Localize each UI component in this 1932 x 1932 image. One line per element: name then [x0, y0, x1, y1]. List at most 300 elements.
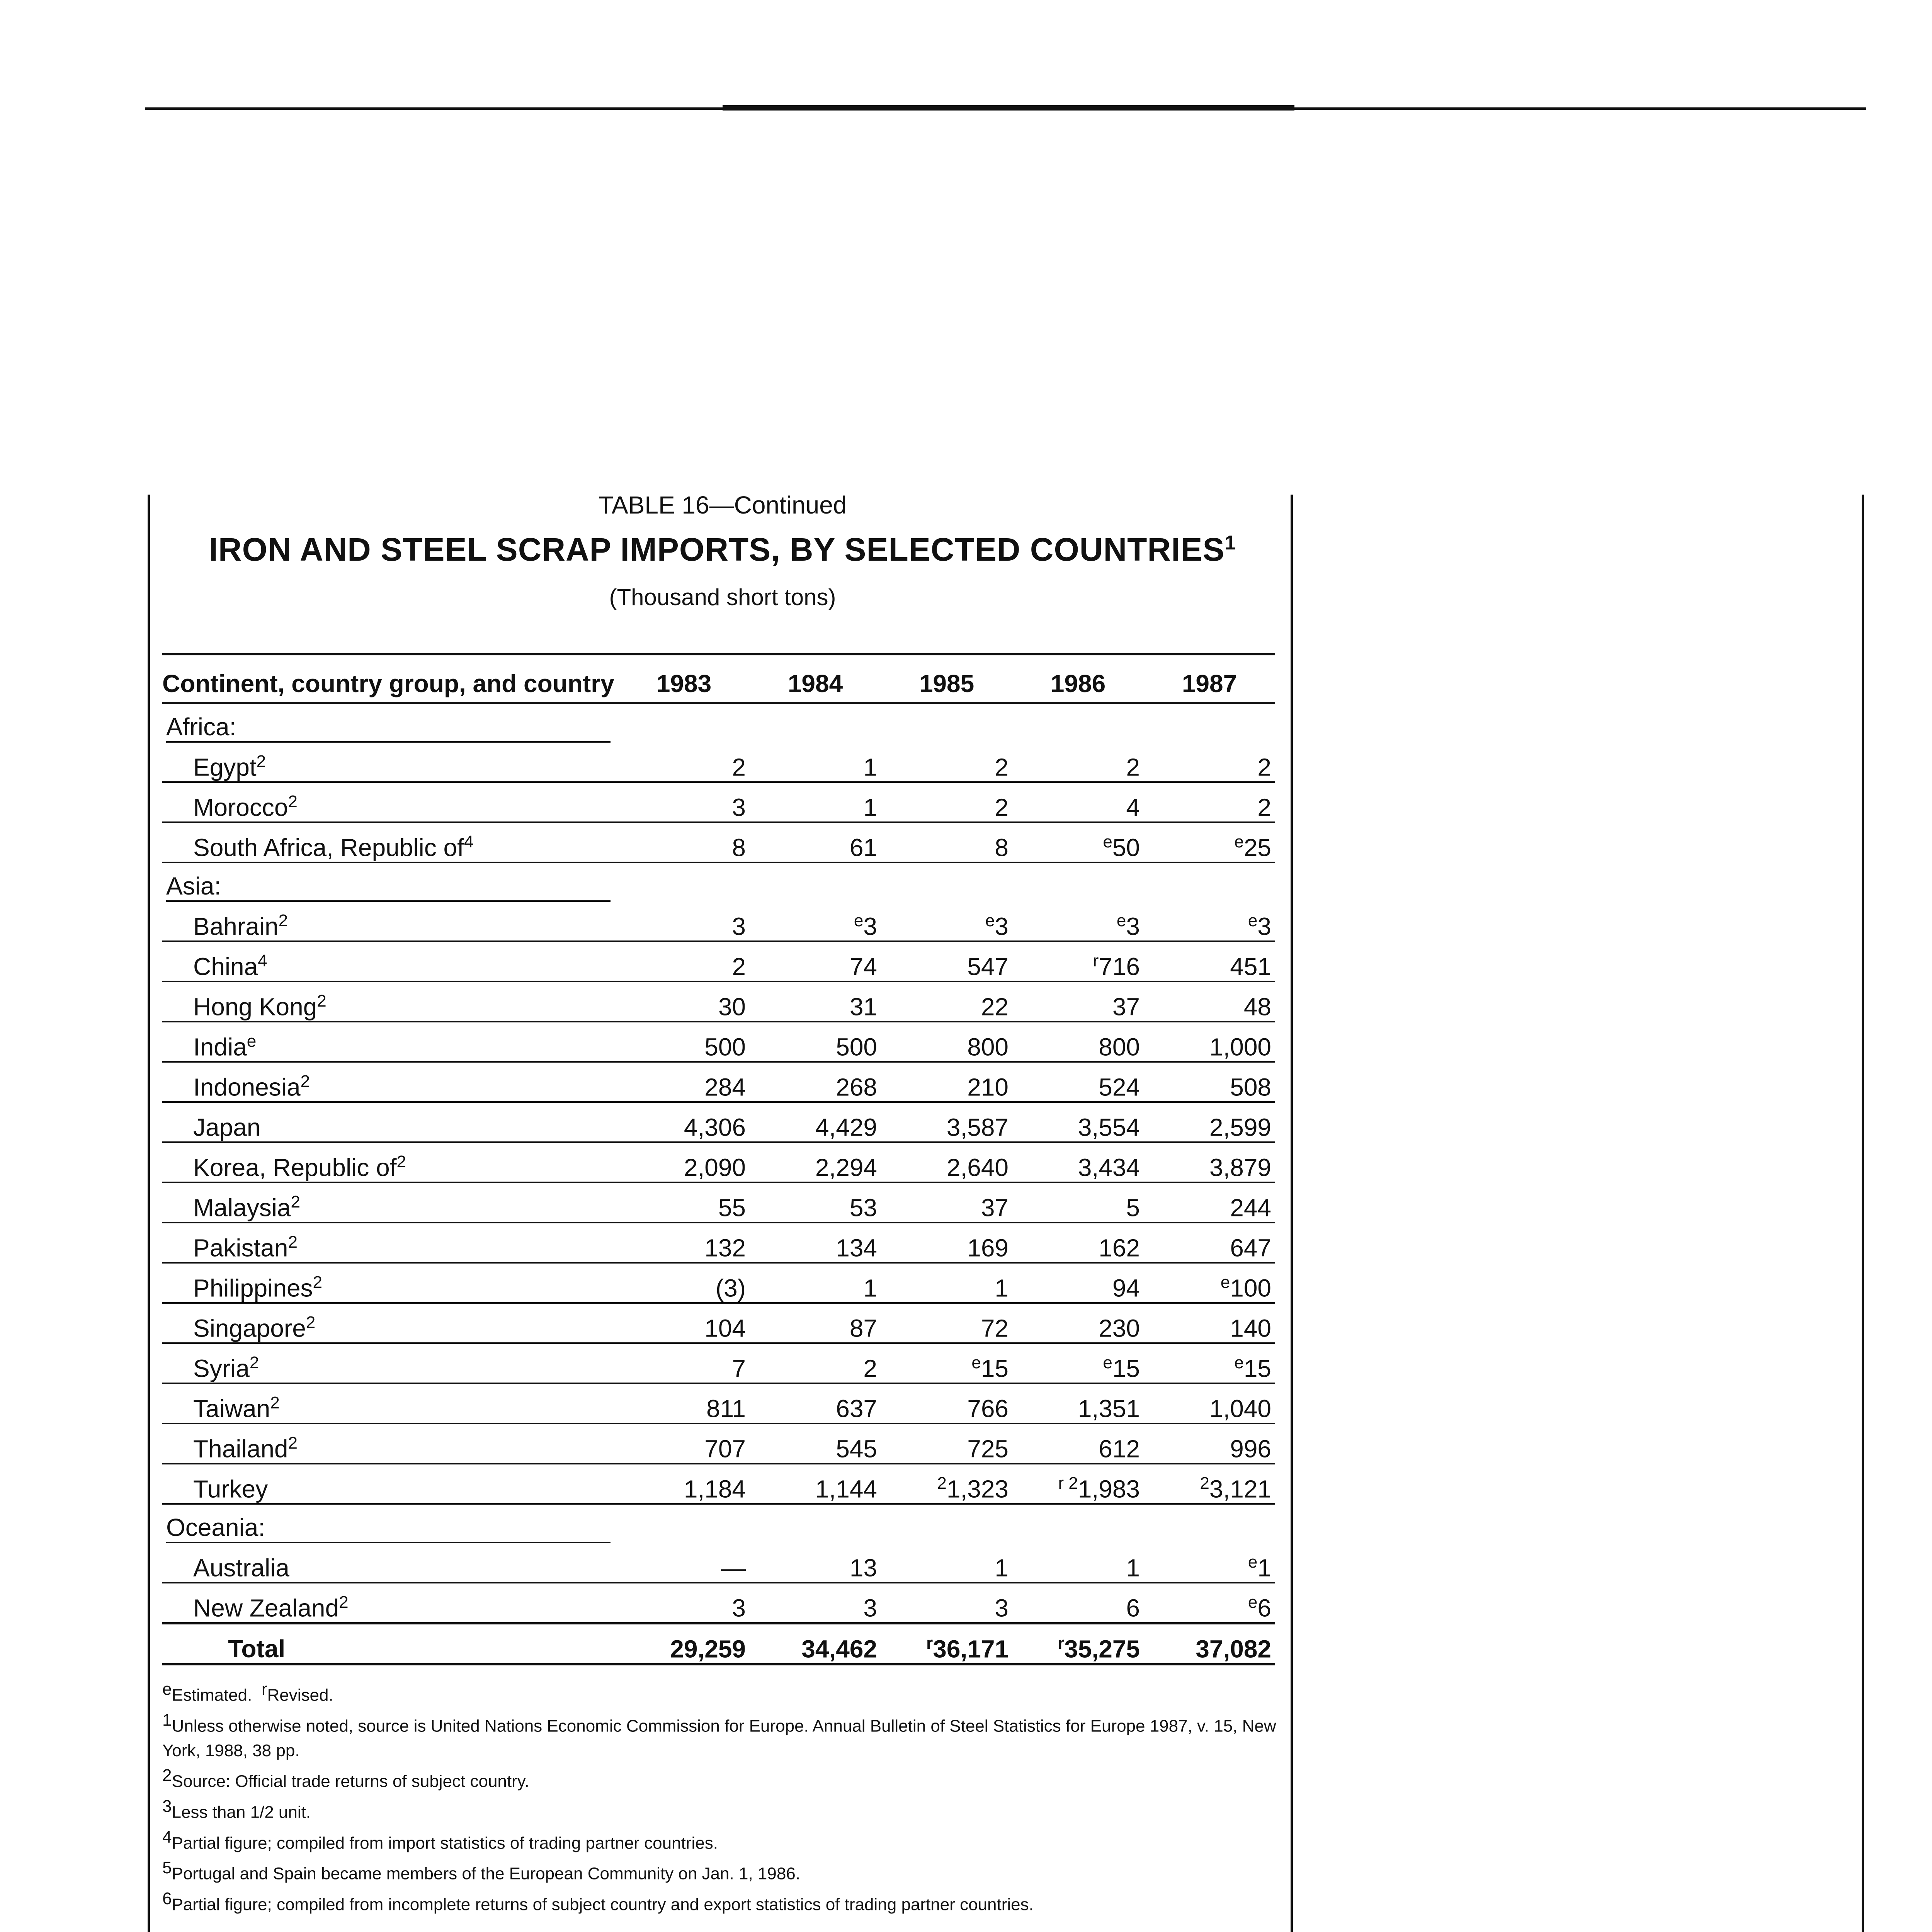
value-cell [1012, 941, 1144, 981]
value-cell [1012, 1423, 1144, 1464]
footnote-text: Source: Official trade returns of subject country. [172, 1772, 529, 1791]
footnote-mark: e [162, 1680, 172, 1699]
footnote-mark: 2 [162, 1766, 172, 1785]
value-cell [618, 981, 750, 1022]
cell-value: 8 [995, 833, 1009, 861]
value-cell [1144, 1022, 1275, 1062]
value-cell [1144, 981, 1275, 1022]
cell-value: 37 [1112, 993, 1140, 1020]
value-cell [750, 981, 881, 1022]
cell-value: 1,323 [946, 1475, 1009, 1503]
value-cell [1144, 1182, 1275, 1223]
cell-value: 1 [1126, 1554, 1140, 1582]
value-cell [618, 1263, 750, 1303]
table-unit: (Thousand short tons) [609, 584, 836, 610]
value-cell [1144, 1423, 1275, 1464]
cell-value: 3 [1126, 912, 1140, 940]
value-cell [618, 1464, 750, 1504]
footnote-text: Unless otherwise noted, source is United Nations Economic Commission for Europe. Annual Bulletin of Steel Statistics for Europe 1987, v. 15, New York, 1988, 38 pp. [162, 1716, 1276, 1760]
country-name: Syria [193, 1354, 250, 1382]
cell-note: e [1248, 1592, 1258, 1612]
cell-value: 22 [981, 993, 1009, 1020]
country-name: Hong Kong [193, 993, 317, 1020]
country-note: 2 [300, 1071, 310, 1091]
value-cell [881, 1102, 1012, 1142]
cell-value: 34,462 [801, 1635, 877, 1663]
cell-value: 3,121 [1209, 1475, 1271, 1503]
cell-value: 1,000 [1209, 1033, 1271, 1061]
table-row [162, 782, 1275, 822]
cell-value: 612 [1099, 1435, 1140, 1463]
value-cell [618, 1223, 750, 1263]
value-cell [881, 1062, 1012, 1102]
value-cell [750, 1142, 881, 1182]
header-row [162, 654, 1275, 703]
cell-value: 162 [1099, 1234, 1140, 1262]
value-cell [750, 1022, 881, 1062]
value-cell [750, 1263, 881, 1303]
cell-value: 1 [995, 1274, 1009, 1302]
cell-value: 3,554 [1078, 1113, 1140, 1141]
value-cell [750, 902, 881, 941]
cell-note: e [854, 911, 864, 930]
cell-value: 35,275 [1064, 1635, 1140, 1663]
value-cell [1012, 743, 1144, 782]
value-cell [618, 782, 750, 822]
table-row [162, 822, 1275, 862]
cell-value: 2,090 [684, 1153, 746, 1181]
value-cell [618, 743, 750, 782]
value-cell [750, 1182, 881, 1223]
value-cell [881, 822, 1012, 862]
value-cell [1012, 1062, 1144, 1102]
value-cell [881, 1423, 1012, 1464]
cell-value: 2 [1257, 793, 1271, 821]
table-row [162, 1583, 1275, 1623]
value-cell [881, 1182, 1012, 1223]
cell-value: 2,599 [1209, 1113, 1271, 1141]
country-cell [162, 1062, 618, 1102]
cell-value: 811 [706, 1395, 746, 1422]
cell-value: 210 [967, 1073, 1009, 1101]
country-cell [162, 822, 618, 862]
cell-value: 725 [967, 1435, 1009, 1463]
cell-value: 268 [836, 1073, 877, 1101]
cell-value: 169 [967, 1234, 1009, 1262]
value-cell [1144, 1543, 1275, 1583]
country-name: Taiwan [193, 1395, 270, 1422]
cell-value: 37,082 [1196, 1635, 1271, 1663]
footnote [162, 1825, 1283, 1856]
table-row [162, 1383, 1275, 1423]
value-cell [618, 1543, 750, 1583]
country-note: 2 [288, 1232, 298, 1252]
total-label: Total [162, 1623, 618, 1664]
table-caption: TABLE 16—Continued [598, 491, 847, 519]
table-row [162, 1423, 1275, 1464]
cell-value: 2 [995, 753, 1009, 781]
cell-value: 1,040 [1209, 1395, 1271, 1422]
cell-note: e [1103, 832, 1112, 851]
value-cell [881, 1303, 1012, 1343]
country-note: 2 [306, 1313, 316, 1332]
cell-value: 500 [704, 1033, 746, 1061]
cell-value: 1 [863, 793, 877, 821]
value-cell [1012, 1263, 1144, 1303]
value-cell [881, 743, 1012, 782]
table-row [162, 1543, 1275, 1583]
table-row [162, 981, 1275, 1022]
value-cell [618, 1423, 750, 1464]
country-cell [162, 1182, 618, 1223]
country-cell [162, 902, 618, 941]
footnote [162, 1855, 1283, 1886]
cell-value: 55 [718, 1194, 746, 1221]
table-row [162, 941, 1275, 981]
cell-value: 6 [1257, 1594, 1271, 1622]
value-cell [750, 1303, 881, 1343]
group-row [162, 703, 1275, 743]
value-cell [881, 1543, 1012, 1583]
footnote-mark: 5 [162, 1858, 172, 1878]
table-row [162, 1062, 1275, 1102]
cell-value: 800 [967, 1033, 1009, 1061]
cell-value: 4,306 [684, 1113, 746, 1141]
top-rule-thick [723, 105, 1294, 111]
cell-value: 31 [849, 993, 877, 1020]
cell-value: 545 [836, 1435, 877, 1463]
cell-note: e [1248, 1552, 1258, 1571]
country-name: Japan [193, 1113, 261, 1141]
cell-value: 3,879 [1209, 1153, 1271, 1181]
cell-value: 284 [704, 1073, 746, 1101]
group-row [162, 1504, 1275, 1543]
country-name: South Africa, Republic of [193, 833, 464, 861]
value-cell [881, 1263, 1012, 1303]
table-body [162, 703, 1275, 1664]
country-note: 2 [278, 911, 288, 930]
cell-value: 8 [732, 833, 746, 861]
value-cell [1012, 1464, 1144, 1504]
table-row [162, 1343, 1275, 1383]
cell-value: 2 [732, 753, 746, 781]
country-note: 2 [288, 792, 298, 811]
cell-value: 15 [1112, 1354, 1140, 1382]
value-cell [750, 1223, 881, 1263]
value-cell [1144, 1142, 1275, 1182]
country-note: 2 [317, 991, 327, 1010]
country-name: New Zealand [193, 1594, 339, 1622]
table-row [162, 1464, 1275, 1504]
value-cell [1144, 743, 1275, 782]
country-note: 2 [313, 1272, 323, 1292]
footnote-mark: 4 [162, 1827, 172, 1847]
group-cell [162, 862, 1275, 902]
cell-value: 500 [836, 1033, 877, 1061]
cell-value: 547 [967, 952, 1009, 980]
cell-value: 766 [967, 1395, 1009, 1422]
cell-note: e [1234, 1353, 1244, 1372]
country-name: Australia [193, 1554, 289, 1582]
total-value-cell [618, 1623, 750, 1664]
cell-value: 1,144 [815, 1475, 877, 1503]
country-note: 2 [339, 1592, 349, 1612]
footnote-text: Partial figure; compiled from incomplete returns of subject country and export statistics of trading partner countries. [172, 1895, 1034, 1914]
cell-note: r [1093, 951, 1099, 970]
country-note: 2 [291, 1192, 301, 1211]
center-column-rule [1291, 495, 1293, 1932]
country-cell [162, 1343, 618, 1383]
cell-value: 36,171 [933, 1635, 1009, 1663]
table-row [162, 1223, 1275, 1263]
cell-value: 37 [981, 1194, 1009, 1221]
country-note: e [247, 1031, 257, 1051]
country-cell [162, 1543, 618, 1583]
value-cell [750, 743, 881, 782]
cell-value: 94 [1112, 1274, 1140, 1302]
cell-value: 53 [849, 1194, 877, 1221]
cell-value: 3 [732, 1594, 746, 1622]
cell-value: 50 [1112, 833, 1140, 861]
cell-value: 2 [732, 952, 746, 980]
country-name: Egypt [193, 753, 257, 781]
group-cell [162, 1504, 1275, 1543]
cell-value: 2,294 [815, 1153, 877, 1181]
footnote [162, 1708, 1283, 1764]
cell-value: 244 [1230, 1194, 1271, 1221]
country-note: 4 [464, 832, 474, 851]
group-label: Oceania: [166, 1513, 611, 1543]
country-cell [162, 1464, 618, 1504]
group-label: Asia: [166, 872, 611, 902]
cell-note: e [1248, 911, 1258, 930]
value-cell [881, 1022, 1012, 1062]
value-cell [618, 1583, 750, 1623]
country-name: Malaysia [193, 1194, 291, 1221]
table-row [162, 1182, 1275, 1223]
footnote-text: Portugal and Spain became members of the European Community on Jan. 1, 1986. [172, 1864, 801, 1883]
value-cell [1012, 1223, 1144, 1263]
value-cell [750, 1062, 881, 1102]
table-title [162, 531, 1283, 568]
table-row [162, 1303, 1275, 1343]
value-cell [750, 1102, 881, 1142]
cell-note: 2 [937, 1473, 947, 1493]
cell-value: 140 [1230, 1314, 1271, 1342]
footnote-text: Partial figure; compiled from import statistics of trading partner countries. [172, 1833, 718, 1853]
column-header: 1984 [750, 654, 881, 703]
cell-value: 2,640 [946, 1153, 1009, 1181]
country-name: Turkey [193, 1475, 268, 1503]
footnote [162, 1677, 1283, 1708]
country-note: 2 [270, 1393, 280, 1412]
cell-value: 3 [863, 1594, 877, 1622]
cell-value: — [721, 1554, 746, 1582]
cell-value: 2 [1257, 753, 1271, 781]
cell-value: 4,429 [815, 1113, 877, 1141]
cell-note: e [985, 911, 995, 930]
footnote-mark: r [261, 1680, 267, 1699]
cell-value: 230 [1099, 1314, 1140, 1342]
value-cell [618, 1062, 750, 1102]
value-cell [618, 1182, 750, 1223]
value-cell [750, 1383, 881, 1423]
cell-value: 3 [732, 912, 746, 940]
cell-value: 132 [704, 1234, 746, 1262]
footnote-text: Revised. [267, 1685, 333, 1705]
cell-value: 637 [836, 1395, 877, 1422]
value-cell [618, 941, 750, 981]
value-cell [1012, 902, 1144, 941]
cell-note: r [1058, 1633, 1065, 1653]
footnote-mark: 1 [162, 1710, 172, 1730]
cell-value: 13 [849, 1554, 877, 1582]
cell-value: 5 [1126, 1194, 1140, 1221]
value-cell [881, 981, 1012, 1022]
total-row [162, 1623, 1275, 1664]
value-cell [618, 1102, 750, 1142]
cell-value: 716 [1099, 952, 1140, 980]
country-note: 2 [396, 1152, 406, 1171]
value-cell [750, 1343, 881, 1383]
cell-value: 100 [1230, 1274, 1271, 1302]
table-row [162, 743, 1275, 782]
country-cell [162, 743, 618, 782]
cell-value: 451 [1230, 952, 1271, 980]
value-cell [750, 782, 881, 822]
column-header: 1985 [881, 654, 1012, 703]
cell-value: 15 [1243, 1354, 1271, 1382]
value-cell [618, 1022, 750, 1062]
country-cell [162, 1102, 618, 1142]
value-cell [1144, 1102, 1275, 1142]
cell-note: e [971, 1353, 981, 1372]
value-cell [881, 782, 1012, 822]
cell-note: r 2 [1058, 1473, 1078, 1493]
column-header: Continent, country group, and country [162, 654, 618, 703]
country-cell [162, 1263, 618, 1303]
value-cell [1144, 1383, 1275, 1423]
country-name: Thailand [193, 1435, 288, 1463]
value-cell [1144, 1343, 1275, 1383]
value-cell [1012, 822, 1144, 862]
footnote-mark: 3 [162, 1796, 172, 1816]
value-cell [1144, 1583, 1275, 1623]
total-value-cell [1144, 1623, 1275, 1664]
country-cell [162, 1303, 618, 1343]
cell-value: 25 [1243, 833, 1271, 861]
cell-value: 134 [836, 1234, 877, 1262]
cell-value: 29,259 [670, 1635, 746, 1663]
country-cell [162, 1223, 618, 1263]
value-cell [750, 822, 881, 862]
country-name: Philippines [193, 1274, 313, 1302]
cell-value: 2 [863, 1354, 877, 1382]
cell-value: 1 [1257, 1554, 1271, 1582]
value-cell [1012, 1583, 1144, 1623]
value-cell [1012, 1303, 1144, 1343]
value-cell [750, 1583, 881, 1623]
value-cell [1144, 822, 1275, 862]
cell-value: 6 [1126, 1594, 1140, 1622]
value-cell [1012, 1102, 1144, 1142]
footnote [162, 1794, 1283, 1825]
country-cell [162, 782, 618, 822]
country-name: Bahrain [193, 912, 279, 940]
table-title-note: 1 [1225, 532, 1236, 554]
cell-note: e [1116, 911, 1126, 930]
country-name: Morocco [193, 793, 288, 821]
total-value-cell [750, 1623, 881, 1664]
value-cell [618, 1383, 750, 1423]
cell-value: 48 [1243, 993, 1271, 1020]
cell-value: 3 [863, 912, 877, 940]
country-name: Pakistan [193, 1234, 288, 1262]
value-cell [1144, 1303, 1275, 1343]
cell-value: (3) [715, 1274, 746, 1302]
country-cell [162, 941, 618, 981]
cell-note: e [1103, 1353, 1112, 1372]
cell-value: 15 [981, 1354, 1009, 1382]
cell-value: 87 [849, 1314, 877, 1342]
value-cell [1012, 1142, 1144, 1182]
cell-note: e [1234, 832, 1244, 851]
group-label: Africa: [166, 713, 611, 743]
value-cell [881, 902, 1012, 941]
cell-value: 647 [1230, 1234, 1271, 1262]
cell-value: 2 [995, 793, 1009, 821]
country-note: 2 [256, 752, 266, 771]
cell-value: 30 [718, 993, 746, 1020]
value-cell [881, 1142, 1012, 1182]
column-header: 1986 [1012, 654, 1144, 703]
country-cell [162, 1383, 618, 1423]
country-cell [162, 1423, 618, 1464]
left-column-rule [148, 495, 150, 1932]
cell-value: 996 [1230, 1435, 1271, 1463]
country-cell [162, 981, 618, 1022]
value-cell [750, 1423, 881, 1464]
value-cell [1144, 1263, 1275, 1303]
table-row [162, 1022, 1275, 1062]
value-cell [1012, 1543, 1144, 1583]
value-cell [618, 1142, 750, 1182]
footnote [162, 1763, 1283, 1794]
cell-value: 1,351 [1078, 1395, 1140, 1422]
footnote-text: Less than 1/2 unit. [172, 1803, 311, 1822]
value-cell [881, 1583, 1012, 1623]
value-cell [1012, 1343, 1144, 1383]
cell-value: 3 [1257, 912, 1271, 940]
country-name: India [193, 1033, 247, 1061]
country-name: Indonesia [193, 1073, 301, 1101]
value-cell [1144, 1223, 1275, 1263]
cell-value: 4 [1126, 793, 1140, 821]
group-cell [162, 703, 1275, 743]
value-cell [618, 1303, 750, 1343]
cell-value: 1 [863, 753, 877, 781]
value-cell [1144, 902, 1275, 941]
cell-value: 3 [995, 912, 1009, 940]
table-row [162, 1142, 1275, 1182]
cell-value: 2 [1126, 753, 1140, 781]
value-cell [750, 1543, 881, 1583]
group-row [162, 862, 1275, 902]
value-cell [750, 941, 881, 981]
cell-value: 72 [981, 1314, 1009, 1342]
country-cell [162, 1583, 618, 1623]
table-row [162, 902, 1275, 941]
